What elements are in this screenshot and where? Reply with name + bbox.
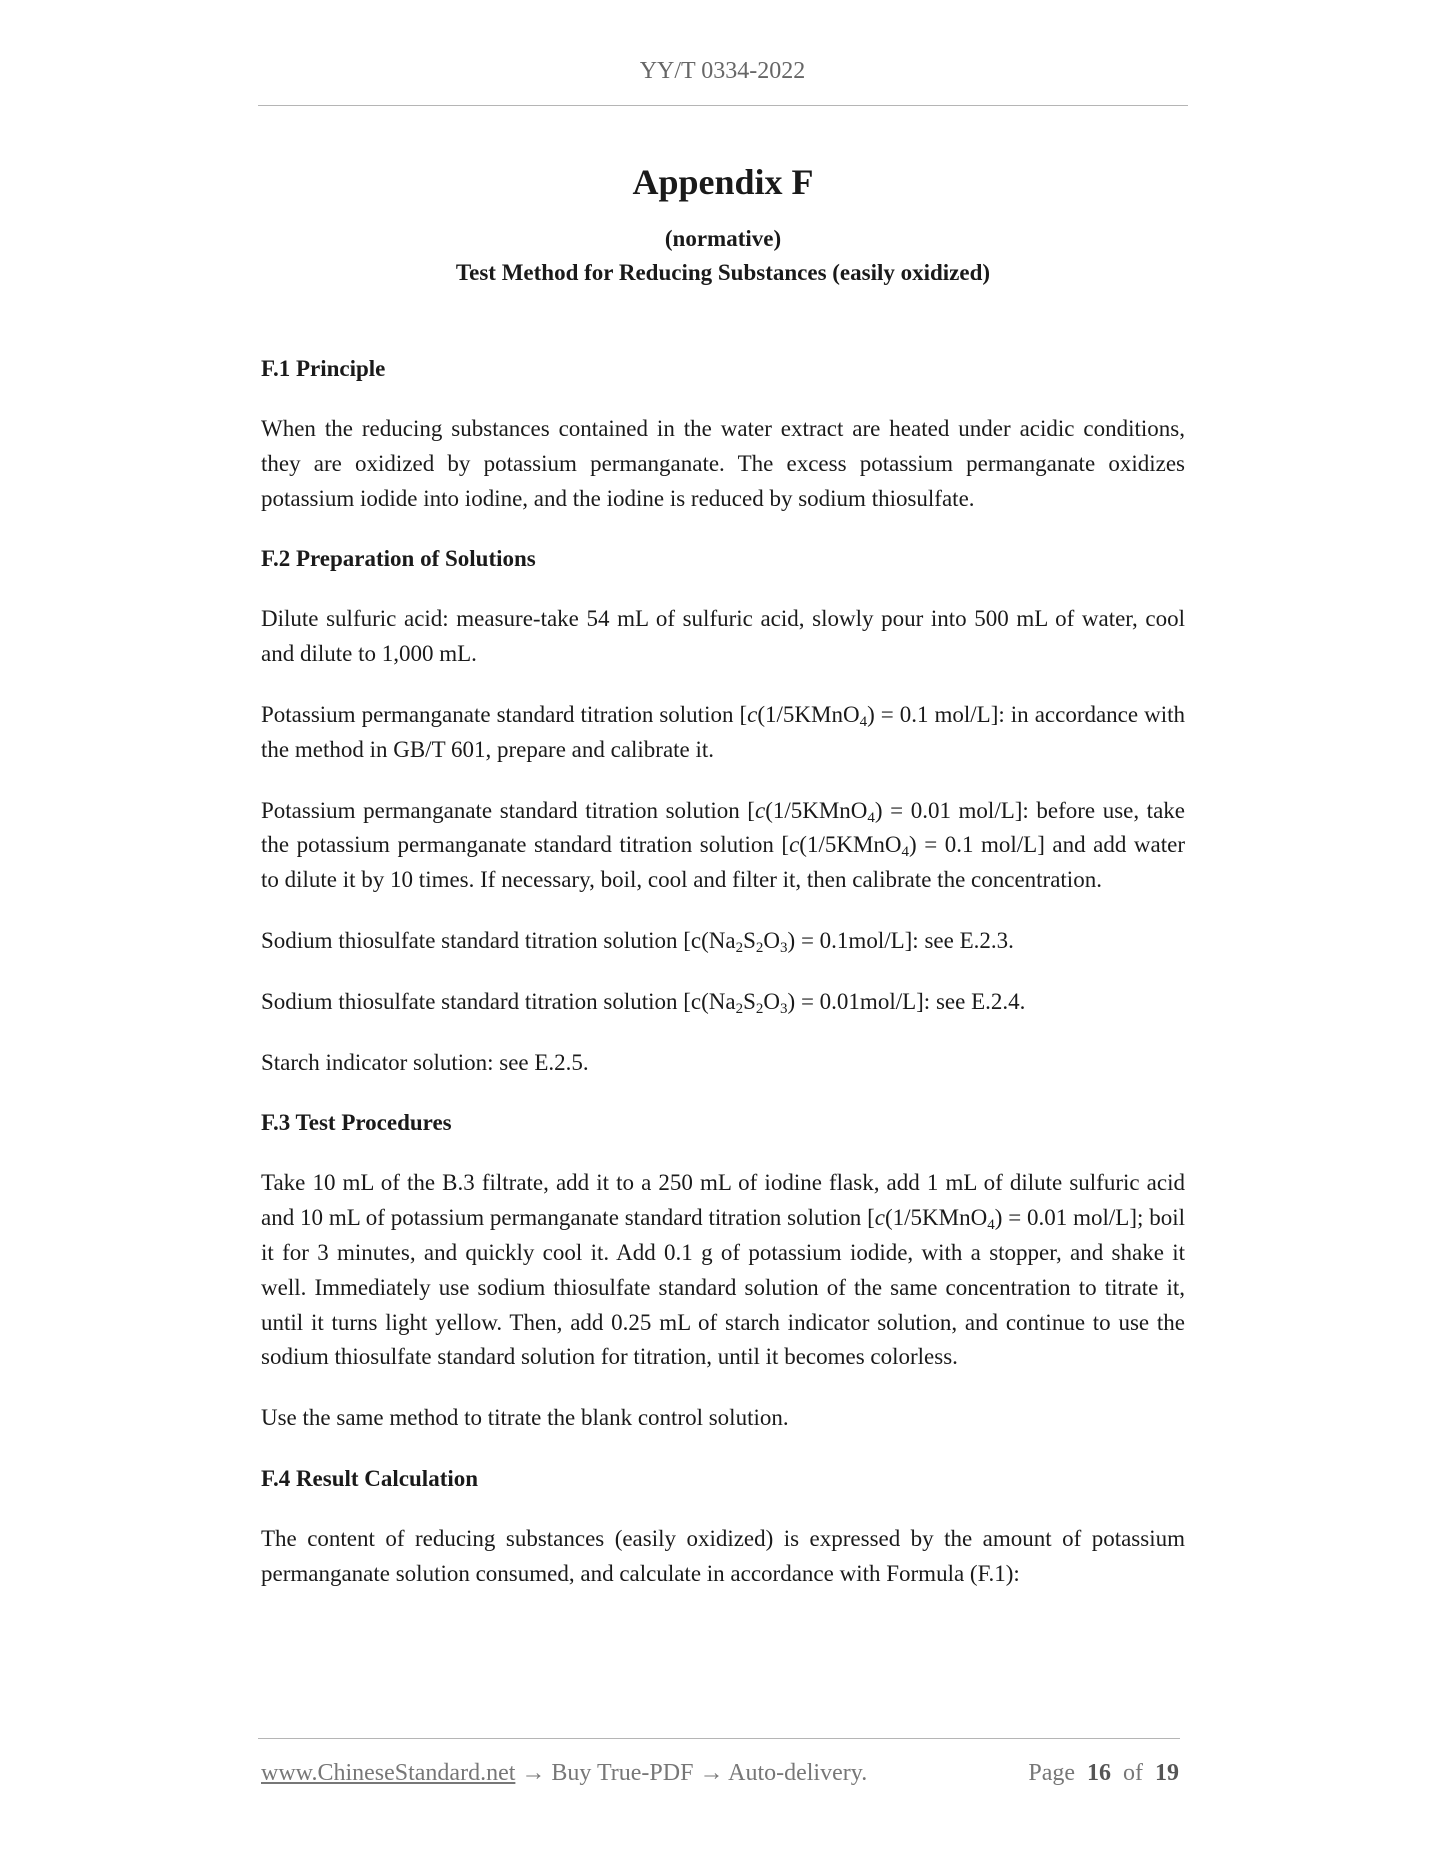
paragraph-dilute-sulfuric-acid: Dilute sulfuric acid: measure-take 54 mL of sulfuric acid, slowly pour into 500 mL of water, cool and dilute to 1,000 mL. <box>261 606 1185 667</box>
header-rule <box>258 105 1188 106</box>
footer-promo <box>261 1755 867 1791</box>
paragraph-thiosulfate-0-01: Sodium thiosulfate standard titration solution $[c(Na_2S_2O_3) = 0.01mol/L]$: see E.2.4. <box>261 988 1026 1017</box>
page-number: Page 16 of 19 <box>1028 1760 1179 1786</box>
paragraph-test-procedure: Take 10 mL of the B.3 filtrate, add it to a 250 mL of iodine flask, add 1 mL of dilute sulfuric acid and 10 mL of potassium permanganate standard titration solution [c(1/5KMnO$_4$) = 0.01 mol/L]; boil it for 3 minutes, and quickly cool it. Add 0.1 g of potassium iodide, with a stopper, and shake it well. Immediately use sodium thiosulfate standard solution of the same concentration to titrate it, until it turns light yellow. Then, add 0.25 mL of starch indicator solution, and continue to use the sodium thiosulfate standard solution for titration, until it becomes colorless. <box>261 1170 1185 1370</box>
page-content <box>261 160 1185 1592</box>
paragraph-principle: When the reducing substances contained in the water extract are heated under acidic conditions, they are oxidized by potassium permanganate. The excess potassium permanganate oxidizes potassium iodide into iodine, and the iodine is reduced by sodium thiosulfate. <box>261 416 1185 511</box>
website-link[interactable]: www.ChineseStandard.net <box>261 1760 516 1786</box>
section-heading-f2: F.2 Preparation of Solutions <box>261 546 536 572</box>
page-footer <box>261 1755 1185 1791</box>
paragraph-result-calculation: The content of reducing substances (easily oxidized) is expressed by the amount of potassium permanganate solution consumed, and calculate in accordance with Formula (F.1): <box>261 1525 1185 1586</box>
paragraph-starch-indicator: Starch indicator solution: see E.2.5. <box>261 1049 589 1075</box>
header-doc-code: YY/T 0334-2022 <box>639 58 806 84</box>
footer-rule <box>258 1738 1180 1739</box>
appendix-normative: (normative) <box>664 226 782 251</box>
paragraph-kmno4-0-01: Potassium permanganate standard titration solution [c(1/5KMnO$_4$) = 0.01 mol/L]: before use, take the potassium permanganate standard titration solution [c(1/5KMnO$_4$) = 0.1 mol/L] and add water to dilute it by 10 times. If necessary, boil, cool and filter it, then calibrate the concentration. <box>261 797 1185 893</box>
paragraph-blank-control: Use the same method to titrate the blank control solution. <box>261 1405 789 1431</box>
appendix-title: Appendix F <box>632 162 814 202</box>
section-heading-f1: F.1 Principle <box>261 356 386 381</box>
section-heading-f3: F.3 Test Procedures <box>261 1110 452 1136</box>
appendix-caption: Test Method for Reducing Substances (easily oxidized) <box>455 260 991 285</box>
paragraph-kmno4-0-1: Potassium permanganate standard titration solution [c(1/5KMnO$_4$) = 0.1 mol/L]: in accordance with the method in GB/T 601, prepare and calibrate it. <box>261 701 1186 762</box>
section-heading-f4: F.4 Result Calculation <box>261 1465 479 1491</box>
footer-promo-text: → Buy True-PDF → Auto-delivery. <box>515 1760 868 1786</box>
paragraph-thiosulfate-0-1: Sodium thiosulfate standard titration solution $[c(Na_2S_2O_3) = 0.1mol/L]$: see E.2.3. <box>261 927 1014 956</box>
